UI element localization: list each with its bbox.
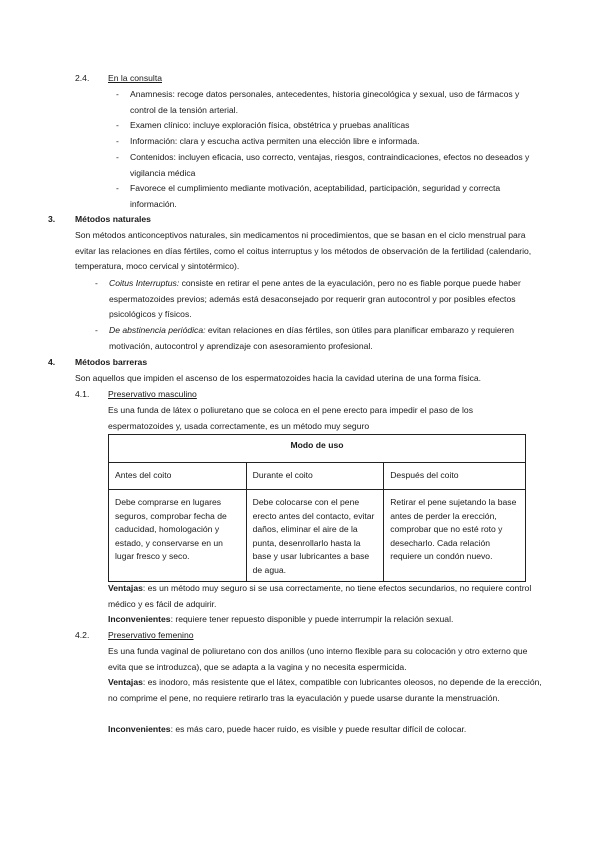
list-item: - Información: clara y escucha activa permiten una elección libre e informada.: [116, 136, 420, 147]
section-title: Preservativo femenino: [108, 630, 194, 640]
table-title: Modo de uso: [109, 435, 526, 463]
paragraph: Es una funda de látex o poliuretano que se coloca en el pene erecto para impedir el paso de los espermatozoides y, usada correctamente, es un método muy seguro: [108, 405, 474, 431]
section-number: 4.2.: [75, 630, 90, 640]
usage-table: [108, 434, 526, 582]
section-title: En la consulta: [108, 73, 162, 83]
section-number: 4.: [48, 357, 56, 367]
ventajas-paragraph: Ventajas: es inodoro, más resistente que el látex, compatible con lubricantes oleosos, no depende de la erección, no comprime el pene, no requiere retirarlo tras la eyaculación y puede usarse durante la menstruación.: [108, 677, 542, 703]
list-item: - Contenidos: incluyen eficacia, uso correcto, ventajas, riesgos, contraindicaciones, efectos no deseados y vigilancia médica: [116, 151, 530, 178]
table-cell: Debe colocarse con el pene erecto antes del contacto, evitar daños, eliminar el aire de la punta, desenrollarlo hasta la base y usar lubricantes a base de agua.: [246, 490, 384, 582]
list-item: - De abstinencia periódica: evitan relaciones en días fértiles, son útiles para planificar embarazo y requieren motivación, autocontrol y aprendizaje con asesoramiento profesional.: [95, 325, 515, 351]
paragraph: Es una funda vaginal de poliuretano con dos anillos (uno interno flexible para su colocación y otro externo que evita que se introduzca), que se adapta a la vagina y no necesita espermicida.: [108, 646, 528, 672]
paragraph: Son aquellos que impiden el ascenso de los espermatozoides hacia la cavidad uterina de una forma física.: [75, 373, 482, 383]
table-header: Después del coito: [384, 463, 526, 490]
table-cell: Retirar el pene sujetando la base antes de perder la erección, comprobar que no esté roto y desecharlo. Cada relación requiere un condón nuevo.: [384, 490, 526, 582]
list-item: - Coitus Interruptus: consiste en retirar el pene antes de la eyaculación, pero no es fiable porque puede haber espermatozoides previos; además está desaconsejado por requerir gran autocontrol y por posibles efectos psicológicos y físicos.: [95, 278, 521, 320]
section-number: 3.: [48, 214, 56, 224]
section-title: Métodos barreras: [75, 357, 148, 367]
section-title: Métodos naturales: [75, 214, 151, 224]
table-header: Antes del coito: [109, 463, 247, 490]
list-item: - Favorece el cumplimiento mediante motivación, aceptabilidad, participación, seguridad y correcta información.: [116, 183, 501, 209]
table-header: Durante el coito: [246, 463, 384, 490]
inconvenientes-paragraph: Inconvenientes: es más caro, puede hacer ruido, es visible y puede resultar difícil de colocar.: [108, 724, 467, 734]
natural-methods-list: [95, 276, 540, 355]
consulta-list: [116, 87, 536, 213]
list-item: - Examen clínico: incluye exploración física, obstétrica y pruebas analíticas: [116, 120, 410, 131]
inconvenientes-paragraph: Inconvenientes: requiere tener repuesto disponible y puede interrumpir la relación sexual.: [108, 614, 454, 624]
list-item: - Anamnesis: recoge datos personales, antecedentes, historia ginecológica y sexual, uso de fármacos y control de la tensión arterial.: [116, 89, 520, 115]
ventajas-paragraph: Ventajas: es un método muy seguro si se usa correctamente, no tiene efectos secundarios, no requiere control médico y es fácil de adquirir.: [108, 583, 532, 609]
paragraph: Son métodos anticonceptivos naturales, sin medicamentos ni procedimientos, que se basan en el ciclo menstrual para evitar las relaciones en días fértiles, como el coitus interruptus y los métodos de observación de la fertilidad (calendario, temperatura, moco cervical y sintotérmico).: [75, 230, 532, 272]
section-number: 4.1.: [75, 389, 90, 399]
section-title: Preservativo masculino: [108, 389, 197, 399]
table-cell: Debe comprarse en lugares seguros, comprobar fecha de caducidad, homologación y estado, y conservarse en un lugar fresco y seco.: [109, 490, 247, 582]
section-number: 2.4.: [75, 73, 90, 83]
